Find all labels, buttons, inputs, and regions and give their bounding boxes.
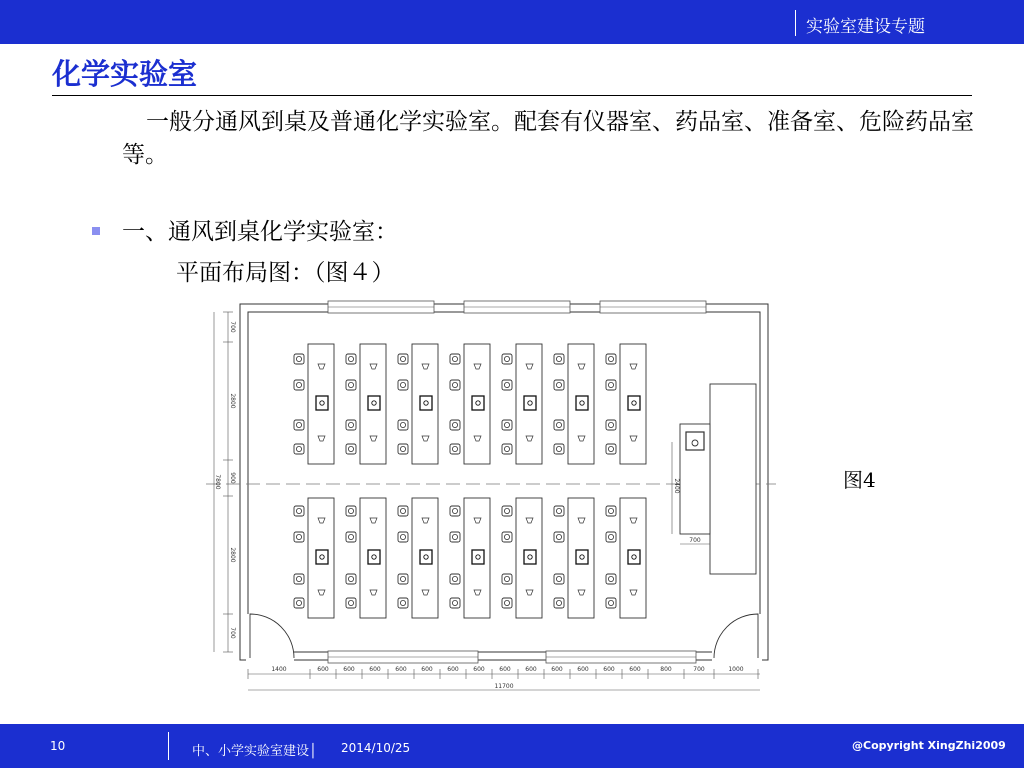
dim-label-bottom: 600 xyxy=(473,666,485,673)
bench-sink xyxy=(316,550,328,564)
stool xyxy=(502,380,512,390)
bench-sink xyxy=(368,396,380,410)
stool xyxy=(450,420,460,430)
layout-caption: 平面布局图：（图４） xyxy=(176,260,395,286)
bullet-marker xyxy=(92,227,100,235)
stool xyxy=(398,354,408,364)
stool xyxy=(294,444,304,454)
stool xyxy=(502,506,512,516)
stool xyxy=(606,444,616,454)
stool xyxy=(294,574,304,584)
header-bar xyxy=(0,0,1024,44)
stool xyxy=(294,506,304,516)
stool xyxy=(606,532,616,542)
dim-label-bottom: 1400 xyxy=(271,666,287,673)
stool xyxy=(346,574,356,584)
dim-label-bottom: 600 xyxy=(395,666,407,673)
stool xyxy=(606,574,616,584)
stool xyxy=(554,420,564,430)
bench-sink xyxy=(420,396,432,410)
bench-sink xyxy=(628,396,640,410)
footer-separator xyxy=(168,732,169,760)
bench-sink xyxy=(472,550,484,564)
footer-date: 2014/10/25 xyxy=(341,741,411,755)
intro-text: 一般分通风到桌及普通化学实验室。配套有仪器室、药品室、准备室、危险药品室等。 xyxy=(122,109,974,168)
dim-label-bottom: 600 xyxy=(551,666,563,673)
bench-sink xyxy=(316,396,328,410)
stool xyxy=(606,420,616,430)
stool xyxy=(502,598,512,608)
bench-sink xyxy=(576,550,588,564)
dim-label-total: 11700 xyxy=(494,683,514,690)
dim-label-bottom: 600 xyxy=(577,666,589,673)
header-separator xyxy=(795,10,796,36)
dim-label-bottom: 600 xyxy=(525,666,537,673)
stool xyxy=(294,598,304,608)
door-right-gap xyxy=(712,614,762,662)
teacher-sink xyxy=(686,432,704,450)
bench-sink xyxy=(420,550,432,564)
dim-label-left: 900 xyxy=(229,472,236,484)
dim-label-bottom: 700 xyxy=(693,666,705,673)
floor-plan-svg xyxy=(206,296,776,698)
stool xyxy=(606,598,616,608)
stool xyxy=(554,598,564,608)
stool xyxy=(450,574,460,584)
stool xyxy=(398,380,408,390)
stool xyxy=(346,598,356,608)
door-left-gap xyxy=(246,614,294,662)
stool xyxy=(502,420,512,430)
bullet-heading: 一、通风到桌化学实验室： xyxy=(122,219,398,245)
stool xyxy=(346,532,356,542)
dim-label-left: 700 xyxy=(229,627,236,639)
stool xyxy=(450,444,460,454)
stool xyxy=(554,380,564,390)
stool xyxy=(294,420,304,430)
stool xyxy=(606,354,616,364)
dim-label-bottom: 600 xyxy=(629,666,641,673)
page-number: 10 xyxy=(50,739,66,753)
bench-sink xyxy=(576,396,588,410)
header-topic: 实验室建设专题 xyxy=(806,17,925,37)
stool xyxy=(554,354,564,364)
stool xyxy=(346,506,356,516)
stool xyxy=(554,532,564,542)
footer-course-text: 中、小学实验室建设 xyxy=(192,744,310,759)
stool xyxy=(606,506,616,516)
stool xyxy=(502,444,512,454)
bench-sink xyxy=(628,550,640,564)
bench-sink xyxy=(524,396,536,410)
stool xyxy=(398,598,408,608)
stool xyxy=(294,380,304,390)
stool xyxy=(398,574,408,584)
title-rule xyxy=(52,95,972,96)
dim-label-bottom: 600 xyxy=(603,666,615,673)
stool xyxy=(554,506,564,516)
footer-course: 中、小学实验室建设│ xyxy=(192,744,317,759)
stool xyxy=(294,354,304,364)
dim-label-bottom: 600 xyxy=(343,666,355,673)
figure-label: 图4 xyxy=(843,468,876,492)
stool xyxy=(502,574,512,584)
dim-label-bottom: 600 xyxy=(447,666,459,673)
footer-bar xyxy=(0,724,1024,768)
dim-label-left-total: 7800 xyxy=(214,474,221,490)
stool xyxy=(502,532,512,542)
bench-sink xyxy=(472,396,484,410)
dim-label-desk-h: 700 xyxy=(689,537,701,544)
stool xyxy=(398,506,408,516)
stool xyxy=(450,532,460,542)
dim-label-bottom: 600 xyxy=(499,666,511,673)
dim-label-left: 2800 xyxy=(229,547,236,563)
dim-label-bottom: 800 xyxy=(660,666,672,673)
stool xyxy=(450,354,460,364)
stool xyxy=(450,380,460,390)
dim-label-left: 2800 xyxy=(229,393,236,409)
footer-copyright: @Copyright XingZhi2009 xyxy=(852,739,1006,752)
stool xyxy=(346,444,356,454)
stool xyxy=(294,532,304,542)
stool xyxy=(450,506,460,516)
stool xyxy=(398,420,408,430)
stool xyxy=(346,380,356,390)
teacher-bench xyxy=(710,384,756,574)
stool xyxy=(346,354,356,364)
intro-paragraph xyxy=(122,106,992,172)
dim-label-desk-v: 2400 xyxy=(673,478,680,494)
stool xyxy=(398,532,408,542)
dim-label-bottom: 600 xyxy=(369,666,381,673)
dim-label-bottom: 600 xyxy=(421,666,433,673)
stool xyxy=(398,444,408,454)
stool xyxy=(346,420,356,430)
stool xyxy=(606,380,616,390)
stool xyxy=(554,574,564,584)
dim-label-bottom: 600 xyxy=(317,666,329,673)
dim-label-bottom: 1000 xyxy=(728,666,744,673)
slide-title: 化学实验室 xyxy=(52,57,198,91)
bench-sink xyxy=(368,550,380,564)
bench-sink xyxy=(524,550,536,564)
stool xyxy=(554,444,564,454)
dim-label-left: 700 xyxy=(229,321,236,333)
floor-plan xyxy=(206,296,776,698)
stool xyxy=(502,354,512,364)
stool xyxy=(450,598,460,608)
